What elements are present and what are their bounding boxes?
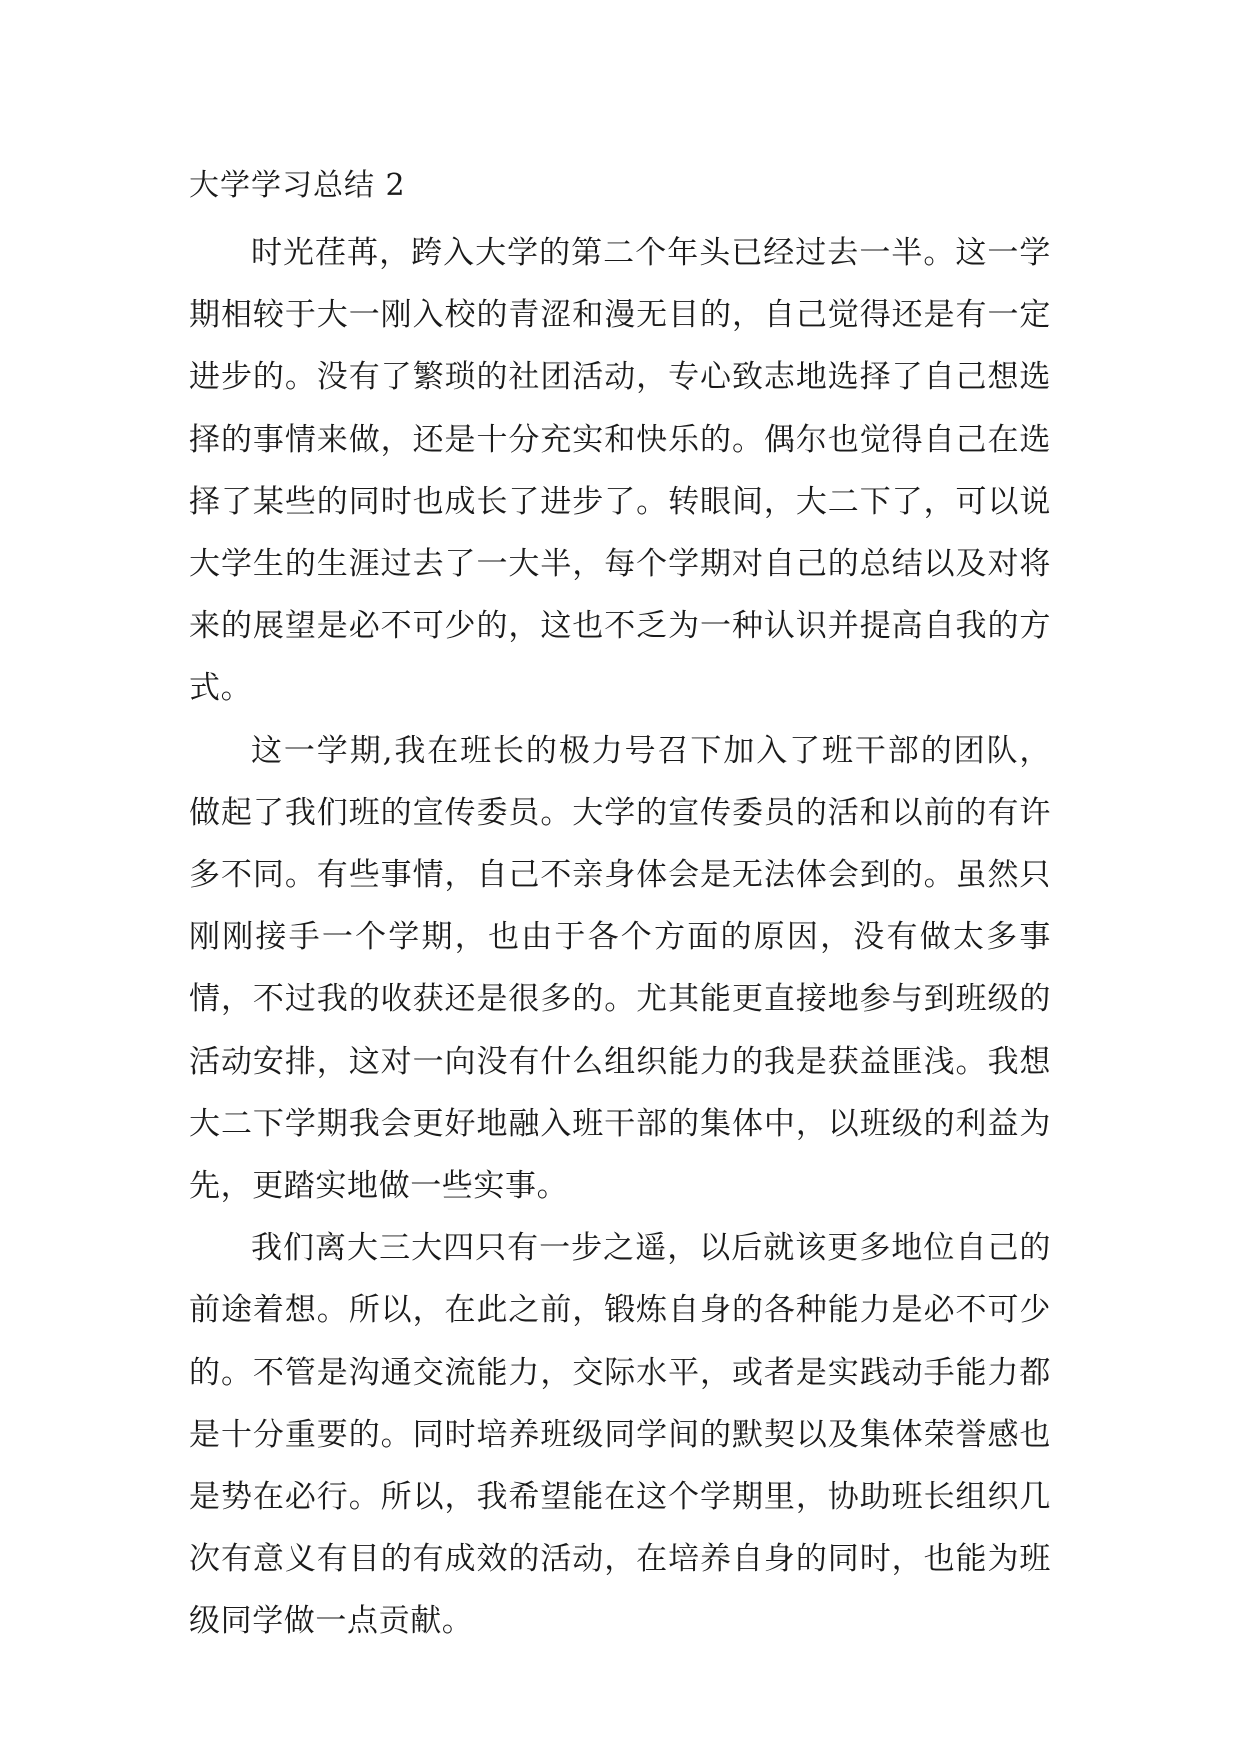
paragraph-1: 时光荏苒，跨入大学的第二个年头已经过去一半。这一学期相较于大一刚入校的青涩和漫无目的，自己觉得还是有一定进步的。没有了繁琐的社团活动，专心致志地选择了自己想选择的事情来做，还是十分充实和快乐的。偶尔也觉得自己在选择了某些的同时也成长了进步了。转眼间，大二下了，可以说大学生的生涯过去了一大半，每个学期对自己的总结以及对将来的展望是必不可少的，这也不乏为一种认识并提高自我的方式。 bbox=[189, 235, 1051, 707]
paragraph-2: 这一学期,我在班长的极力号召下加入了班干部的团队，做起了我们班的宣传委员。大学的宣传委员的活和以前的有许多不同。有些事情，自己不亲身体会是无法体会到的。虽然只刚刚接手一个学期，也由于各个方面的原因，没有做太多事情，不过我的收获还是很多的。尤其能更直接地参与到班级的活动安排，这对一向没有什么组织能力的我是获益匪浅。我想大二下学期我会更好地融入班干部的集体中，以班级的利益为先，更踏实地做一些实事。 bbox=[189, 732, 1051, 1205]
document-body bbox=[189, 222, 1051, 1653]
paragraph-3: 我们离大三大四只有一步之遥，以后就该更多地位自己的前途着想。所以，在此之前，锻炼自身的各种能力是必不可少的。不管是沟通交流能力，交际水平，或者是实践动手能力都是十分重要的。同时培养班级同学间的默契以及集体荣誉感也是势在必行。所以，我希望能在这个学期里，协助班长组织几次有意义有目的有成效的活动，在培养自身的同时，也能为班级同学做一点贡献。 bbox=[189, 1230, 1051, 1640]
document-title: 大学学习总结 2 bbox=[189, 168, 406, 203]
